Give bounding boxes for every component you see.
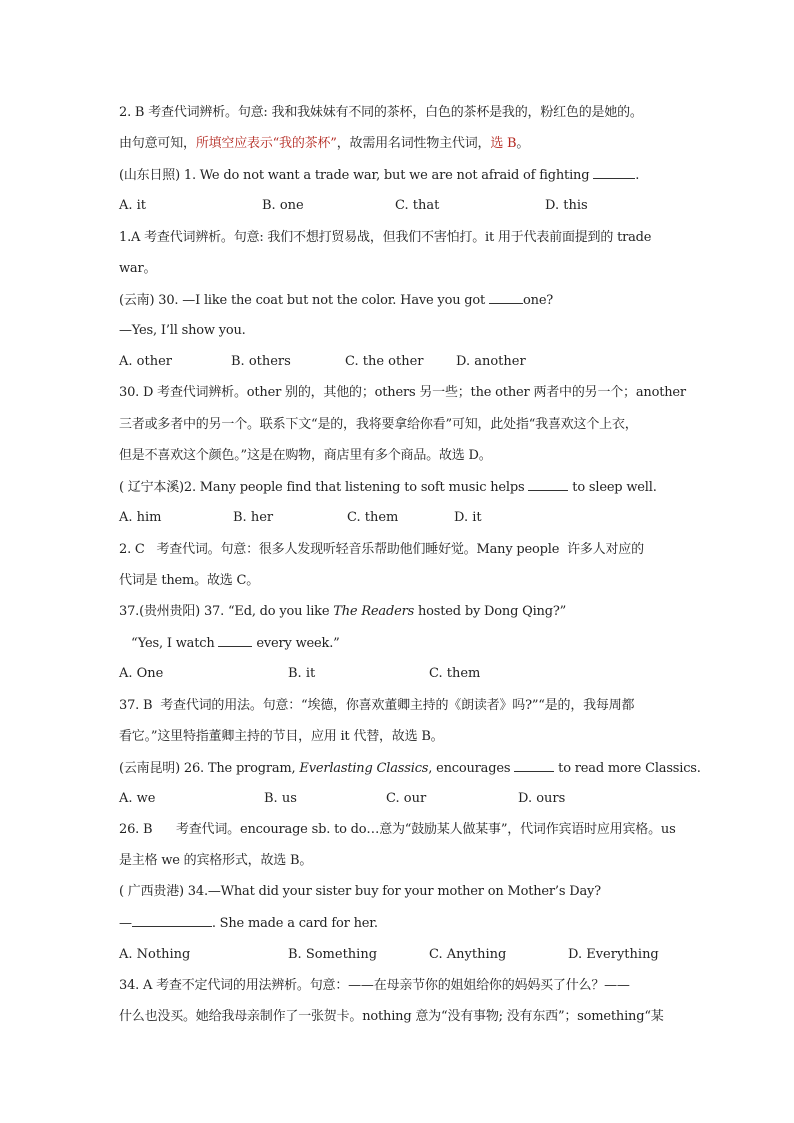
text-line bbox=[119, 976, 630, 996]
fill-in-blank bbox=[218, 633, 252, 647]
text-segment: war。 bbox=[119, 261, 157, 276]
text-segment: ，故需用名词性物主代词， bbox=[336, 136, 491, 151]
text-segment: to read more Classics. bbox=[554, 761, 701, 776]
text-line bbox=[131, 633, 340, 654]
answer-option: C. that bbox=[395, 198, 440, 213]
fill-in-blank bbox=[489, 290, 523, 304]
answer-option: C. the other bbox=[345, 354, 424, 369]
text-segment: 看它。”这里特指董卿主持的节目，应用 it 代替，故选 B。 bbox=[119, 729, 444, 744]
answer-option: A. Nothing bbox=[119, 947, 191, 962]
text-segment: 26. B 考查代词。encourage sb. to do…意为“鼓励某人做某事”，代词作宾语时应用宾格。us bbox=[119, 822, 676, 837]
text-line bbox=[119, 477, 657, 498]
text-segment: — bbox=[119, 916, 132, 931]
text-segment: 由句意可知， bbox=[119, 136, 196, 151]
text-line bbox=[119, 602, 566, 622]
text-line bbox=[119, 571, 259, 591]
text-segment: hosted by Dong Qing?” bbox=[414, 604, 567, 619]
text-segment: , encourages bbox=[428, 761, 515, 776]
answer-option: B. Something bbox=[288, 947, 378, 962]
text-segment: The Readers bbox=[333, 604, 415, 619]
text-segment: Everlasting Classics bbox=[299, 761, 429, 776]
fill-in-blank bbox=[593, 165, 635, 179]
answer-option: B. one bbox=[262, 198, 304, 213]
fill-in-blank bbox=[132, 913, 212, 927]
text-segment: 。 bbox=[516, 136, 530, 151]
answer-option: D. Everything bbox=[568, 947, 659, 962]
text-segment: 2. B 考查代词辨析。句意: 我和我妹妹有不同的茶杯，白色的茶杯是我的，粉红色的是她的。 bbox=[119, 105, 643, 120]
text-segment: . bbox=[635, 168, 640, 183]
text-segment: every week.” bbox=[252, 636, 340, 651]
text-line bbox=[119, 415, 638, 435]
text-line bbox=[119, 259, 156, 279]
text-line bbox=[119, 383, 686, 403]
highlighted-text: 所填空应表示“我的茶杯” bbox=[195, 136, 337, 151]
answer-option: A. One bbox=[119, 666, 164, 681]
answer-option: C. them bbox=[347, 510, 399, 525]
text-line bbox=[119, 103, 643, 123]
answer-option: D. it bbox=[454, 510, 482, 525]
text-line bbox=[119, 540, 644, 560]
answer-option: B. others bbox=[231, 354, 291, 369]
text-line bbox=[119, 913, 378, 934]
text-segment: (山东日照) 1. We do not want a trade war, but we are not afraid of fighting bbox=[119, 168, 594, 183]
answer-option: C. them bbox=[429, 666, 481, 681]
text-line bbox=[119, 727, 443, 747]
text-segment: 30. D 考查代词辨析。other 别的，其他的；others 另一些；the other 两者中的另一个；another bbox=[119, 385, 686, 400]
text-segment: 是主格 we 的宾格形式，故选 B。 bbox=[119, 853, 313, 868]
fill-in-blank bbox=[514, 758, 554, 772]
text-line bbox=[119, 321, 246, 341]
answer-option: D. ours bbox=[518, 791, 566, 806]
text-segment: 34. A 考查不定代词的用法辨析。句意：——在母亲节你的姐姐给你的妈妈买了什么？—— bbox=[119, 978, 630, 993]
text-segment: ( 广西贵港) 34.—What did your sister buy for your mother on Mother’s Day? bbox=[119, 884, 601, 899]
text-line bbox=[119, 165, 639, 186]
answer-option: A. him bbox=[119, 510, 162, 525]
answer-option: D. this bbox=[545, 198, 588, 213]
answer-option: B. it bbox=[288, 666, 316, 681]
fill-in-blank bbox=[528, 477, 568, 491]
text-line bbox=[119, 134, 529, 154]
text-segment: . She made a card for her. bbox=[211, 916, 378, 931]
text-segment: 代词是 them。故选 C。 bbox=[119, 573, 260, 588]
text-segment: 37. B 考查代词的用法。句意：“埃德，你喜欢董卿主持的《朗读者》吗?”“是的，我每周都 bbox=[119, 698, 635, 713]
answer-option: A. other bbox=[119, 354, 172, 369]
text-segment: —Yes, I’ll show you. bbox=[119, 323, 246, 338]
text-segment: 三者或多者中的另一个。联系下文“是的，我将要拿给你看”可知，此处指“我喜欢这个上衣， bbox=[119, 417, 638, 432]
text-segment: “Yes, I watch bbox=[131, 636, 219, 651]
text-line bbox=[119, 1007, 664, 1027]
text-segment: (云南昆明) 26. The program, bbox=[119, 761, 300, 776]
text-line bbox=[119, 228, 651, 248]
highlighted-text: 选 B bbox=[490, 136, 517, 151]
text-segment: 1.A 考查代词辨析。句意: 我们不想打贸易战，但我们不害怕打。it 用于代表前面提到的 trade bbox=[119, 230, 652, 245]
text-line bbox=[119, 851, 312, 871]
text-segment: one? bbox=[523, 293, 554, 308]
text-segment: 2. C 考查代词。句意：很多人发现听轻音乐帮助他们睡好觉。Many people 许多人对应的 bbox=[119, 542, 644, 557]
text-segment: ( 辽宁本溪)2. Many people find that listening to soft music helps bbox=[119, 480, 529, 495]
text-segment: 什么也没买。她给我母亲制作了一张贺卡。nothing 意为“没有事物; 没有东西”；something“某 bbox=[119, 1009, 664, 1024]
answer-option: B. her bbox=[233, 510, 274, 525]
answer-option: C. Anything bbox=[429, 947, 507, 962]
answer-option: A. we bbox=[119, 791, 156, 806]
text-line bbox=[119, 446, 492, 466]
text-line bbox=[119, 758, 701, 779]
answer-option: A. it bbox=[119, 198, 147, 213]
text-line bbox=[119, 290, 553, 311]
text-segment: to sleep well. bbox=[568, 480, 657, 495]
text-line bbox=[119, 820, 676, 840]
text-segment: 但是不喜欢这个颜色。”这是在购物，商店里有多个商品。故选 D。 bbox=[119, 448, 492, 463]
answer-option: C. our bbox=[386, 791, 427, 806]
text-segment: (云南) 30. —I like the coat but not the color. Have you got bbox=[119, 293, 490, 308]
text-line bbox=[119, 882, 601, 902]
answer-option: B. us bbox=[264, 791, 297, 806]
text-segment: 37.(贵州贵阳) 37. “Ed, do you like bbox=[119, 604, 334, 619]
text-line bbox=[119, 696, 634, 716]
answer-option: D. another bbox=[456, 354, 526, 369]
